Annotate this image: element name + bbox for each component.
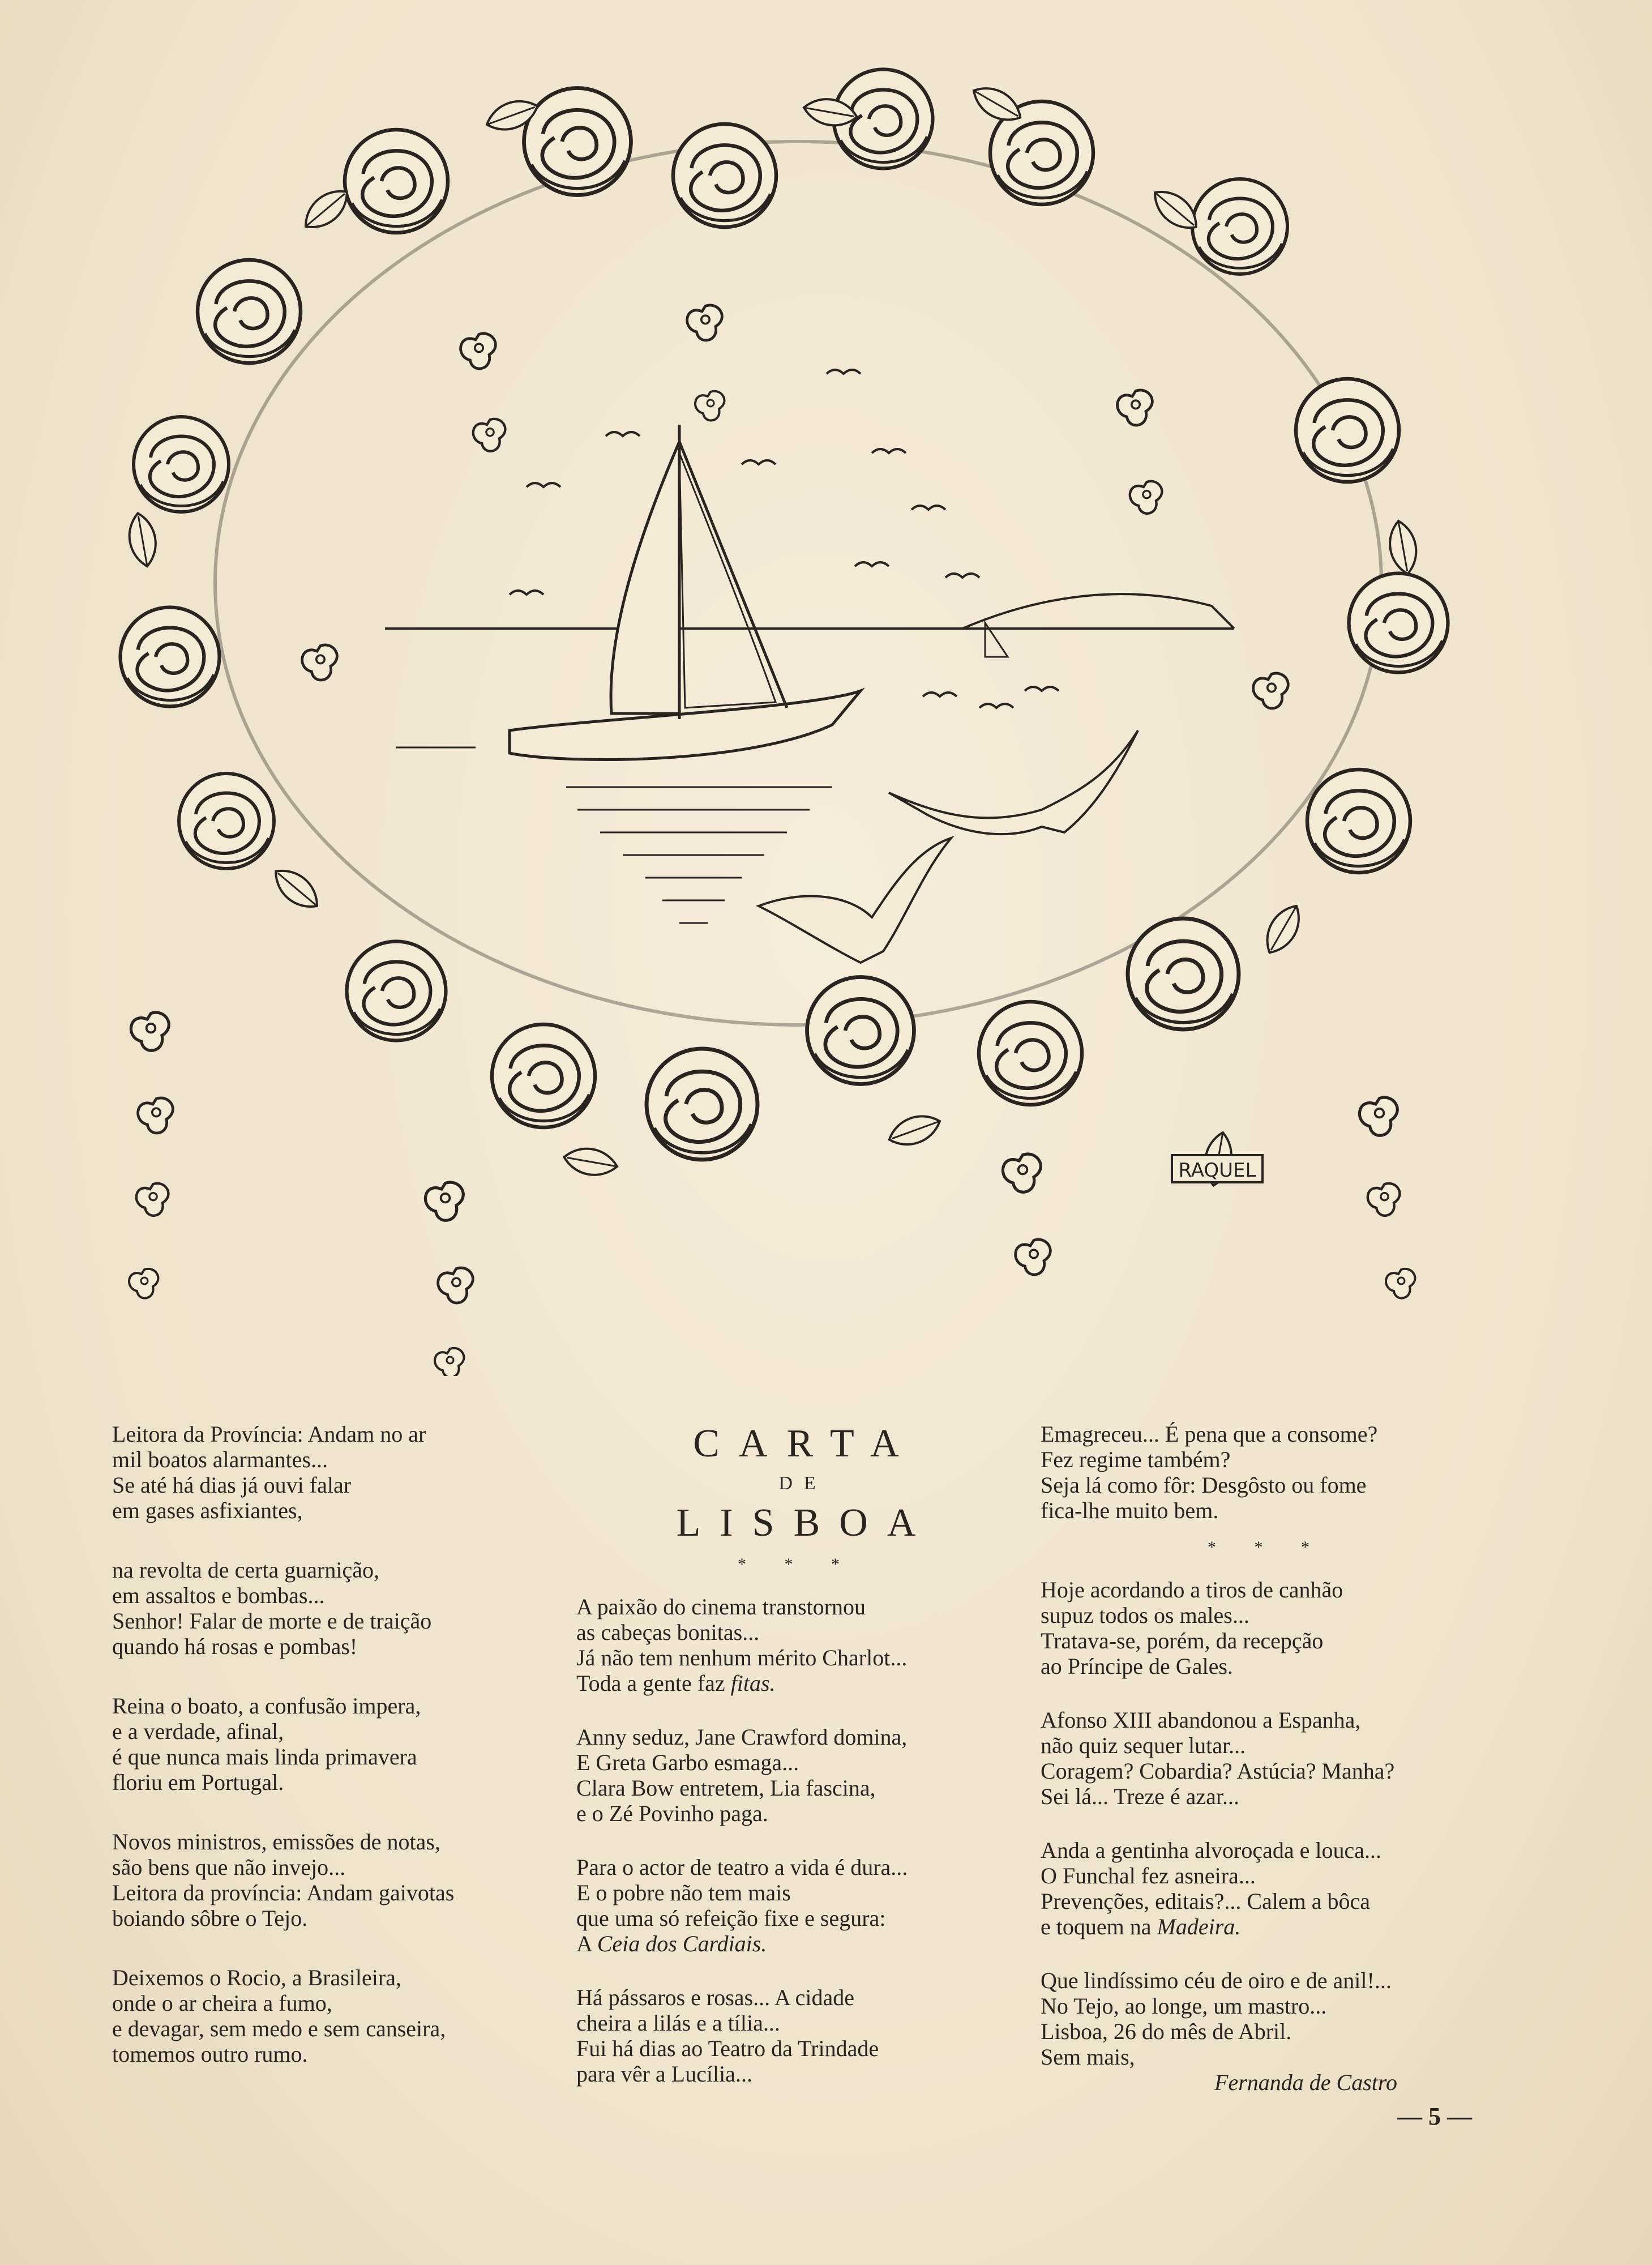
verse-line: Fui há dias ao Teatro da Trindade [576, 2036, 879, 2061]
verse-line: para vêr a Lucília... [576, 2061, 752, 2087]
right-column [1041, 1421, 1493, 2123]
verse-line: que uma só refeição fixe e segura: [576, 1905, 886, 1931]
stanza [112, 1557, 542, 1659]
verse-line: Sem mais, [1041, 2044, 1135, 2070]
verse-italic: Madeira. [1157, 1914, 1241, 1939]
verse-line: Há pássaros e rosas... A cidade [576, 1985, 854, 2010]
stanza [112, 1829, 542, 1931]
section-separator: * * * [1208, 1538, 1326, 1557]
verse-line: O Funchal fez asneira... [1041, 1863, 1256, 1888]
verse-fragment: Toda a gente faz [576, 1670, 731, 1696]
left-column [112, 1421, 542, 2101]
verse-line: Já não tem nenhum mérito Charlot... [576, 1645, 908, 1670]
illustrator-signature [1172, 1155, 1262, 1182]
stanza [1041, 1421, 1493, 1523]
stanza [112, 1421, 542, 1523]
verse-line: E o pobre não tem mais [576, 1880, 791, 1905]
verse-line: Tratava-se, porém, da recepção [1041, 1628, 1324, 1653]
verse-line: Clara Bow entretem, Lia fascina, [576, 1775, 876, 1801]
stanza [112, 1693, 542, 1795]
verse-line: quando há rosas e pombas! [112, 1634, 358, 1659]
verse-line: Prevenções, editais?... Calem a bôca [1041, 1888, 1370, 1914]
signature-text: RAQUEL [1178, 1159, 1256, 1182]
verse-line: tomemos outro rumo. [112, 2041, 308, 2067]
stanza [576, 1854, 1018, 1956]
verse-line: mil boatos alarmantes... [112, 1447, 328, 1472]
verse-line: boiando sôbre o Tejo. [112, 1905, 308, 1931]
verse-line: A paixão do cinema transtornou [576, 1594, 866, 1619]
verse-line: as cabeças bonitas... [576, 1619, 760, 1645]
verse-line: Para o actor de teatro a vida é dura... [576, 1854, 908, 1880]
stanza [576, 1594, 1018, 1696]
verse-line: Hoje acordando a tiros de canhão [1041, 1577, 1343, 1602]
wreath-ring [215, 142, 1381, 1025]
middle-column [576, 1421, 1018, 2115]
stanza [576, 1724, 1018, 1826]
verse-italic: fitas. [730, 1670, 776, 1696]
verse-line: e a verdade, afinal, [112, 1719, 284, 1744]
verse-line: No Tejo, ao longe, um mastro... [1041, 1993, 1327, 2019]
verse-line: ao Príncipe de Gales. [1041, 1653, 1233, 1679]
verse-line: e o Zé Povinho paga. [576, 1801, 768, 1826]
verse-line: Lisboa, 26 do mês de Abril. [1041, 2019, 1292, 2044]
verse-line [576, 1670, 1018, 1696]
verse-line: na revolta de certa guarnição, [112, 1557, 379, 1583]
section-separator: * * * [738, 1555, 857, 1574]
stanza [1041, 1837, 1493, 1939]
sailboat-scene [385, 370, 1234, 963]
verse-fragment: A [576, 1931, 597, 1956]
stanza [576, 1985, 1018, 2087]
verse-line: Leitora da Província: Andam no ar [112, 1421, 426, 1447]
author-signature: Fernanda de Castro [1214, 2070, 1397, 2095]
verse-line: Reina o boato, a confusão impera, [112, 1693, 421, 1719]
verse-line: cheira a lilás e a tília... [576, 2010, 780, 2036]
verse-line: onde o ar cheira a fumo, [112, 1990, 332, 2016]
verse-line: em assaltos e bombas... [112, 1583, 325, 1608]
verse-line: Se até há dias já ouvi falar [112, 1472, 352, 1498]
verse-line: Coragem? Cobardia? Astúcia? Manha? [1041, 1758, 1395, 1784]
article-title-city: LISBOA [676, 1501, 935, 1545]
verse-line: é que nunca mais linda primavera [112, 1744, 417, 1770]
verse-line: E Greta Garbo esmaga... [576, 1750, 799, 1775]
roses [121, 70, 1448, 1160]
verse-line: são bens que não invejo... [112, 1854, 346, 1880]
stanza [112, 1965, 542, 2067]
stanza [1041, 1707, 1493, 1809]
verse-line: Anda a gentinha alvoroçada e louca... [1041, 1837, 1381, 1863]
verse-line: Deixemos o Rocio, a Brasileira, [112, 1965, 401, 1990]
verse-line: Senhor! Falar de morte e de traição [112, 1608, 432, 1634]
stanza [1041, 1577, 1493, 1679]
verse-line: floriu em Portugal. [112, 1770, 284, 1795]
floral-wreath-illustration [79, 57, 1517, 1376]
verse-line: em gases asfixiantes, [112, 1498, 303, 1523]
verse-line: Que lindíssimo céu de oiro e de anil!... [1041, 1968, 1392, 1993]
stanza [1041, 1968, 1493, 2095]
verse-line: fica-lhe muito bem. [1041, 1498, 1219, 1523]
page-number: — 5 — [1397, 2102, 1472, 2130]
verse-line: Afonso XIII abandonou a Espanha, [1041, 1707, 1361, 1733]
verse-line: não quiz sequer lutar... [1041, 1733, 1246, 1758]
verse-line [1041, 1914, 1493, 1939]
verse-fragment: e toquem na [1041, 1914, 1157, 1939]
verse-line: e devagar, sem medo e sem canseira, [112, 2016, 446, 2041]
verse-line [576, 1931, 1018, 1956]
verse-line: Novos ministros, emissões de notas, [112, 1829, 440, 1854]
verse-italic: Ceia dos Cardiais. [597, 1931, 767, 1956]
article-title: CARTA [693, 1422, 918, 1465]
verse-line: supuz todos os males... [1041, 1602, 1249, 1628]
verse-line: Fez regime também? [1041, 1447, 1231, 1472]
verse-line: Leitora da província: Andam gaivotas [112, 1880, 455, 1905]
verse-line: Seja lá como fôr: Desgôsto ou fome [1041, 1472, 1367, 1498]
verse-line: Anny seduz, Jane Crawford domina, [576, 1724, 908, 1750]
verse-line: Sei lá... Treze é azar... [1041, 1784, 1239, 1809]
article-title-de: DE [778, 1473, 827, 1494]
verse-line: Emagreceu... É pena que a consome? [1041, 1421, 1378, 1447]
